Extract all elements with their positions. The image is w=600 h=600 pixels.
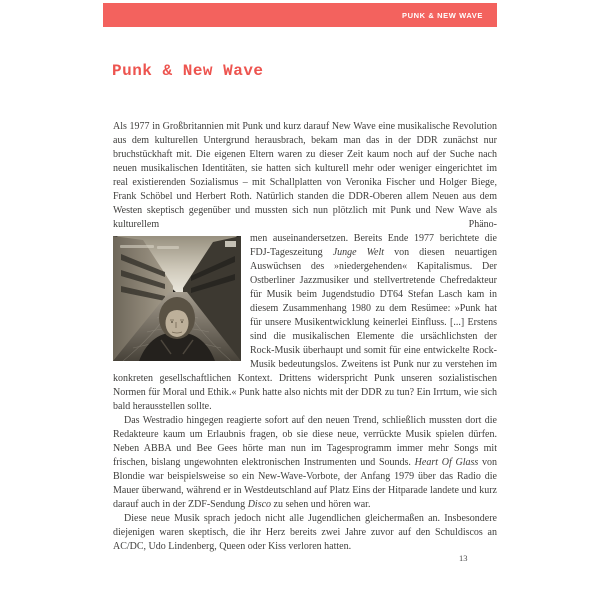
chapter-header-bar — [103, 3, 497, 27]
page-number: 13 — [459, 553, 468, 563]
paragraph-3: Diese neue Musik sprach jedoch nicht alle Jugendlichen gleichermaßen an. Insbesondere diejenigen waren skeptisch, die ihr Herz bereits zwei Jahre zuvor auf den Schuldiscos an AC/DC, Udo Lindenberg, Queen oder Kiss verloren hatten. — [113, 513, 497, 552]
chapter-header-label: PUNK & NEW WAVE — [402, 10, 483, 20]
article-body — [113, 120, 497, 554]
album-cover-photo — [113, 236, 241, 361]
paragraph-1-continued: men auseinandersetzen. Bereits Ende 1977 berichtete die FDJ-Tageszeitung Junge Welt von diesen neuartigen Auswüchsen des »niedergehenden« Kapitalismus. Der Ostberliner Jazzmusiker und stellvertretende Chefredakteur für Musik beim Jugendstudio DT64 Stefan Lasch kam in diesem Zusammenhang 1980 zu dem Resümee: »Punk hat für unsere Musikentwicklung keinerlei Einfluss. [...] Erstens sind die musikalischen Elemente die ursächlichsten der Rock-Musik überhaupt und somit für eine entwickelte Rock-Musik bedeutungslos. Zweitens ist Punk nur zu verstehen im konkreten gesellschaftlichen Kontext. Drittens widerspricht Punk unseren sozialistischen Normen für Moral und Ethik.« Punk hatte also nichts mit der DDR zu tun? Ein Irrtum, wie sich bald herausstellen sollte. — [113, 233, 497, 412]
paragraph-1-intro: Als 1977 in Großbritannien mit Punk und kurz darauf New Wave eine musikalische Revolution aus dem kulturellen Untergrund herausbrach, bekam man das in der DDR zunächst nur bruchstückhaft mit. Die eigenen Eltern waren zu dieser Zeit kaum noch auf der Suche nach neuen musikalischen Identitäten, sie hatten sich kulturell mehr oder weniger eingerichtet im real existierenden Sozialismus – mit Schallplatten von Veronika Fischer und Holger Biege, Frank Schöbel und Herbert Roth. Natürlich standen die DDR-Oberen allem Neuen aus dem Westen skeptisch gegenüber und mussten sich nun plötzlich mit Punk und New Wave als kulturellem Phäno- — [113, 121, 497, 230]
page-title: Punk & New Wave — [112, 62, 264, 80]
paragraph-2: Das Westradio hingegen reagierte sofort auf den neuen Trend, schließlich mussten dort die Redakteure kaum um Erlaubnis fragen, ob sie diese neue, verrückte Musik spielen dürfen. Neben ABBA und Bee Gees hörte man nun im Tagesprogramm immer mehr Songs mit frischen, bislang ungewohnten elektronischen Instrumenten und Sounds. Heart Of Glass von Blondie war beispielsweise so ein New-Wave-Vorbote, der Anfang 1979 über das Radio die Mauer überwand, während er in Westdeutschland auf Platz Eins der Hitparade landete und kurz darauf auch in der ZDF-Sendung Disco zu sehen und hören war. — [113, 415, 498, 510]
paragraph-1-continued-container — [113, 232, 497, 414]
